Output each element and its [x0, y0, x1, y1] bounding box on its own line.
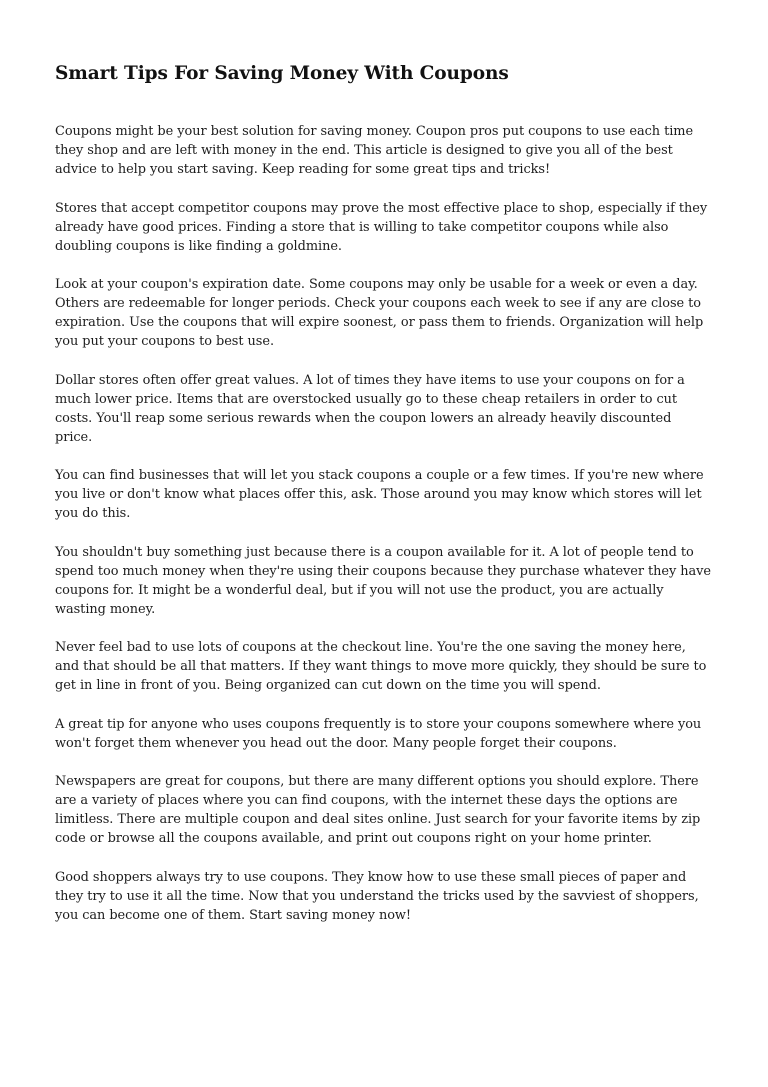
paragraph-10: Good shoppers always try to use coupons. They know how to use these small pieces of paper and they try to use it all the time. Now that you understand the tricks used by the savviest of shoppers, you can become one of them. Start saving money now! — [55, 869, 699, 923]
paragraph-6: You shouldn't buy something just because there is a coupon available for it. A lot of people tend to spend too much money when they're using their coupons because they purchase whatever they have coupons for. It might be a wonderful deal, but if you will not use the product, you are actually wasting money. — [55, 544, 711, 617]
paragraph-3: Look at your coupon's expiration date. Some coupons may only be usable for a week or even a day. Others are redeemable for longer periods. Check your coupons each week to see if any are close to expiration. Use the coupons that will expire soonest, or pass them to friends. Organization will help you put your coupons to best use. — [55, 277, 704, 349]
paragraph-1: Coupons might be your best solution for saving money. Coupon pros put coupons to use each time they shop and are left with money in the end. This article is designed to give you all of the best advice to help you start saving. Keep reading for some great tips and tricks! — [55, 124, 694, 177]
paragraph-9: Newspapers are great for coupons, but there are many different options you should explore. There are a variety of places where you can find coupons, with the internet these days the options are limitless. There are multiple coupon and deal sites online. Just search for your favorite items by zip code or browse all the coupons available, and print out coupons right on your home printer. — [55, 774, 701, 846]
document-title: Smart Tips For Saving Money With Coupons — [55, 63, 509, 84]
paragraph-5: You can find businesses that will let you stack coupons a couple or a few times. If you're new where you live or don't know what places offer this, ask. Those around you may know which stores will let you do this. — [55, 468, 704, 521]
paragraph-2: Stores that accept competitor coupons may prove the most effective place to shop, especially if they already have good prices. Finding a store that is willing to take competitor coupons while also doubling coupons is like finding a goldmine. — [55, 200, 708, 254]
paragraph-7: Never feel bad to use lots of coupons at the checkout line. You're the one saving the money here, and that should be all that matters. If they want things to move more quickly, they should be sure to get in line in front of you. Being organized can cut down on the time you will spend. — [55, 640, 707, 693]
paragraph-8: A great tip for anyone who uses coupons frequently is to store your coupons somewhere where you won't forget them whenever you head out the door. Many people forget their coupons. — [55, 716, 702, 751]
paragraph-4: Dollar stores often offer great values. A lot of times they have items to use your coupons on for a much lower price. Items that are overstocked usually go to these cheap retailers in order to cut costs. You'll reap some serious rewards when the coupon lowers an already heavily discounted price. — [55, 372, 685, 445]
